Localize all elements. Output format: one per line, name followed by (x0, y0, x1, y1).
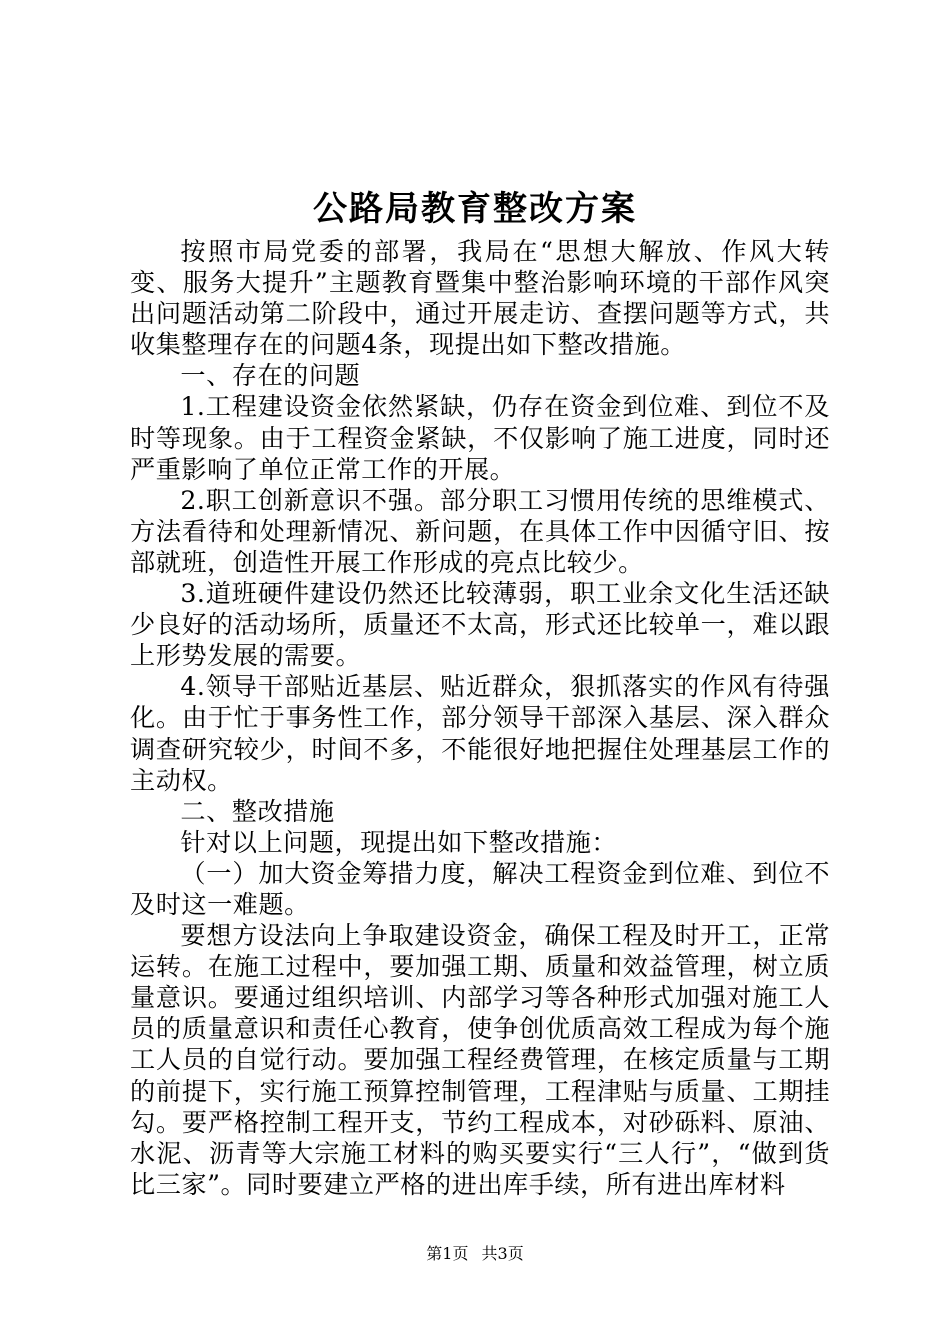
subheading-measure-1: （一）加大资金筹措力度，解决工程资金到位难、到位不及时这一难题。 (130, 858, 830, 919)
heading-existing-problems: 一、存在的问题 (180, 361, 361, 391)
paragraph-problem-2: 2.职工创新意识不强。部分职工习惯用传统的思维模式、方法看待和处理新情况、新问题，在具体工作中因循守旧、按部就班，创造性开展工作形成的亮点比较少。 (130, 485, 830, 577)
paragraph-problem-3: 3.道班硬件建设仍然还比较薄弱，职工业余文化生活还缺少良好的活动场所，质量还不太高，形式还比较单一，难以跟上形势发展的需要。 (130, 579, 830, 671)
document-title: 公路局教育整改方案 (313, 189, 637, 229)
paragraph-measures-intro: 针对以上问题，现提出如下整改措施： (180, 827, 618, 857)
paragraph-measure-1-detail: 要想方设法向上争取建设资金，确保工程及时开工，正常运转。在施工过程中，要加强工期、质量和效益管理，树立质量意识。要通过组织培训、内部学习等各种形式加强对施工人员的质量意识和责任心教育，使争创优质高效工程成为每个施工人员的自觉行动。要加强工程经费管理，在核定质量与工期的前提下，实行施工预算控制管理，工程津贴与质量、工期挂勾。要严格控制工程开支，节约工程成本，对砂砾料、原油、水泥、沥青等大宗施工材料的购买要实行“三人行”，“做到货比三家”。同时要建立严格的进出库手续，所有进出库材料 (130, 921, 830, 1199)
paragraph-problem-4: 4.领导干部贴近基层、贴近群众，狠抓落实的作风有待强化。由于忙于事务性工作，部分领导干部深入基层、深入群众调查研究较少，时间不多，不能很好地把握住处理基层工作的主动权。 (130, 672, 830, 795)
page-total: 共3页 (481, 1244, 524, 1263)
paragraph-intro: 按照市局党委的部署，我局在“思想大解放、作风大转变、服务大提升”主题教育暨集中整治影响环境的干部作风突出问题活动第二阶段中，通过开展走访、查摆问题等方式，共收集整理存在的问题4条，现提出如下整改措施。 (130, 237, 830, 360)
document-body (130, 236, 830, 1200)
paragraph-problem-1: 1.工程建设资金依然紧缺，仍存在资金到位难、到位不及时等现象。由于工程资金紧缺，不仅影响了施工进度，同时还严重影响了单位正常工作的开展。 (130, 392, 830, 484)
heading-rectification-measures: 二、整改措施 (180, 796, 335, 826)
page-footer (0, 1242, 950, 1266)
page-number: 第1页 (426, 1244, 469, 1263)
